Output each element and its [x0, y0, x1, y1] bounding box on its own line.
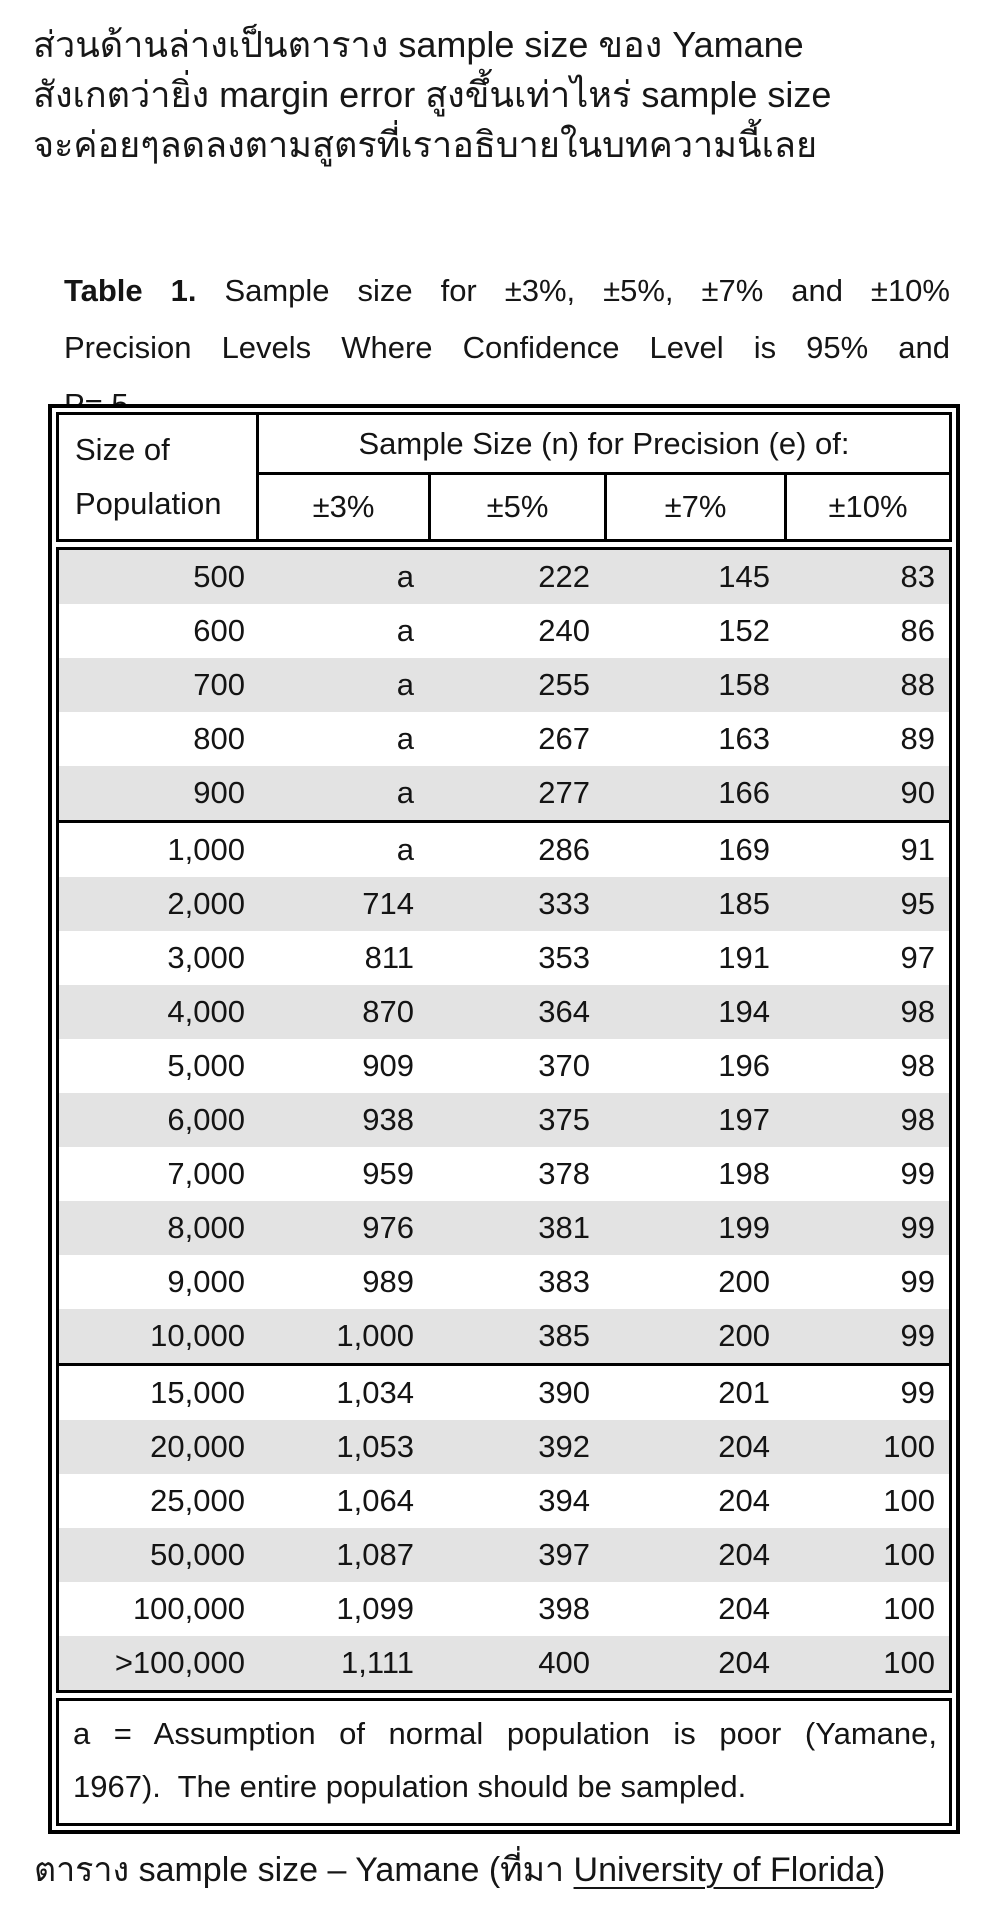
header-sample-size-span: Sample Size (n) for Precision (e) of: — [259, 415, 949, 475]
table-row — [59, 1528, 949, 1582]
cell-3pct: 976 — [362, 1210, 414, 1245]
cell-3pct: 1,000 — [336, 1318, 414, 1353]
cell-population: 9,000 — [167, 1264, 245, 1299]
cell-5pct: 267 — [538, 721, 590, 756]
cell-population: >100,000 — [114, 1645, 245, 1680]
table-footnote — [56, 1698, 952, 1826]
cell-3pct: a — [396, 559, 414, 594]
table-row — [59, 658, 949, 712]
cell-10pct: 100 — [883, 1483, 935, 1518]
table-row — [59, 1420, 949, 1474]
cell-population: 700 — [193, 667, 245, 702]
cell-population: 5,000 — [167, 1048, 245, 1083]
cell-10pct: 99 — [900, 1375, 935, 1410]
intro-line: จะค่อยๆลดลงตามสูตรที่เราอธิบายในบทความนี้เลย — [33, 124, 818, 165]
table-row — [59, 985, 949, 1039]
cell-7pct: 204 — [718, 1591, 770, 1626]
cell-10pct: 99 — [900, 1264, 935, 1299]
header-precision-3pct: ±3% — [312, 489, 375, 524]
cell-3pct: a — [396, 613, 414, 648]
cell-5pct: 394 — [538, 1483, 590, 1518]
header-population: Size of Population — [59, 415, 259, 539]
table-number-label: Table 1. — [64, 273, 197, 308]
cell-10pct: 100 — [883, 1537, 935, 1572]
cell-5pct: 286 — [538, 832, 590, 867]
cell-population: 600 — [193, 613, 245, 648]
cell-3pct: 959 — [362, 1156, 414, 1191]
cell-population: 1,000 — [167, 832, 245, 867]
cell-10pct: 99 — [900, 1318, 935, 1353]
cell-7pct: 200 — [718, 1264, 770, 1299]
caption-text: ตาราง sample size – Yamane (ที่มา — [34, 1851, 574, 1889]
cell-10pct: 95 — [900, 886, 935, 921]
cell-5pct: 375 — [538, 1102, 590, 1137]
cell-5pct: 353 — [538, 940, 590, 975]
cell-population: 100,000 — [132, 1591, 245, 1626]
table-row — [59, 1636, 949, 1690]
cell-3pct: 1,087 — [336, 1537, 414, 1572]
row-group — [59, 550, 949, 820]
cell-3pct: a — [396, 832, 414, 867]
cell-5pct: 385 — [538, 1318, 590, 1353]
table-title-line2: Precision Levels Where Confidence Level is 95% and — [64, 330, 950, 365]
table-row — [59, 823, 949, 877]
table-header — [56, 412, 952, 542]
table-row — [59, 877, 949, 931]
cell-5pct: 370 — [538, 1048, 590, 1083]
cell-5pct: 378 — [538, 1156, 590, 1191]
cell-5pct: 277 — [538, 775, 590, 810]
table-row — [59, 766, 949, 820]
cell-10pct: 100 — [883, 1429, 935, 1464]
table-row — [59, 1039, 949, 1093]
table-body — [56, 547, 952, 1693]
cell-population: 4,000 — [167, 994, 245, 1029]
table-row — [59, 550, 949, 604]
cell-7pct: 204 — [718, 1645, 770, 1680]
table-row — [59, 1093, 949, 1147]
cell-5pct: 398 — [538, 1591, 590, 1626]
cell-population: 20,000 — [150, 1429, 245, 1464]
cell-5pct: 383 — [538, 1264, 590, 1299]
cell-7pct: 194 — [718, 994, 770, 1029]
cell-population: 10,000 — [150, 1318, 245, 1353]
cell-3pct: 1,034 — [336, 1375, 414, 1410]
cell-5pct: 397 — [538, 1537, 590, 1572]
cell-10pct: 86 — [900, 613, 935, 648]
cell-3pct: 870 — [362, 994, 414, 1029]
cell-10pct: 99 — [900, 1210, 935, 1245]
cell-5pct: 400 — [538, 1645, 590, 1680]
cell-7pct: 199 — [718, 1210, 770, 1245]
cell-population: 8,000 — [167, 1210, 245, 1245]
row-group — [59, 1363, 949, 1690]
caption-suffix: ) — [873, 1851, 886, 1889]
cell-7pct: 200 — [718, 1318, 770, 1353]
cell-3pct: 1,053 — [336, 1429, 414, 1464]
header-precision-5pct: ±5% — [428, 475, 604, 539]
cell-population: 50,000 — [150, 1537, 245, 1572]
sample-size-table — [48, 404, 960, 1834]
cell-7pct: 198 — [718, 1156, 770, 1191]
table-row — [59, 1474, 949, 1528]
cell-7pct: 166 — [718, 775, 770, 810]
cell-10pct: 89 — [900, 721, 935, 756]
cell-7pct: 204 — [718, 1537, 770, 1572]
table-title-line1: Table 1. Sample size for ±3%, ±5%, ±7% and ±10% — [64, 273, 950, 308]
cell-population: 7,000 — [167, 1156, 245, 1191]
cell-7pct: 204 — [718, 1429, 770, 1464]
footnote-line1: a = Assumption of normal population is poor (Yamane, — [73, 1716, 937, 1751]
table-row — [59, 712, 949, 766]
cell-population: 25,000 — [150, 1483, 245, 1518]
cell-5pct: 255 — [538, 667, 590, 702]
table-row — [59, 1309, 949, 1363]
cell-3pct: 1,111 — [341, 1645, 414, 1680]
cell-7pct: 163 — [718, 721, 770, 756]
cell-10pct: 100 — [883, 1645, 935, 1680]
cell-7pct: 152 — [718, 613, 770, 648]
cell-3pct: 811 — [364, 940, 414, 975]
cell-5pct: 364 — [538, 994, 590, 1029]
cell-10pct: 91 — [900, 832, 935, 867]
cell-7pct: 145 — [718, 559, 770, 594]
cell-3pct: 1,099 — [336, 1591, 414, 1626]
cell-population: 2,000 — [167, 886, 245, 921]
cell-7pct: 191 — [718, 940, 770, 975]
cell-population: 800 — [193, 721, 245, 756]
cell-3pct: 938 — [362, 1102, 414, 1137]
cell-10pct: 99 — [900, 1156, 935, 1191]
cell-population: 6,000 — [167, 1102, 245, 1137]
cell-10pct: 98 — [900, 994, 935, 1029]
intro-line: สังเกตว่ายิ่ง margin error สูงขึ้นเท่าไหร่ sample size — [33, 74, 832, 115]
header-precision-10pct: ±10% — [784, 475, 949, 539]
cell-10pct: 97 — [900, 940, 935, 975]
cell-3pct: a — [396, 775, 414, 810]
cell-10pct: 90 — [900, 775, 935, 810]
cell-5pct: 390 — [538, 1375, 590, 1410]
cell-5pct: 222 — [538, 559, 590, 594]
table-row — [59, 1255, 949, 1309]
cell-3pct: 714 — [362, 886, 414, 921]
cell-10pct: 83 — [900, 559, 935, 594]
cell-7pct: 169 — [718, 832, 770, 867]
table-row — [59, 931, 949, 985]
table-row — [59, 1201, 949, 1255]
footnote-line2: 1967). The entire population should be sampled. — [73, 1769, 747, 1804]
cell-5pct: 392 — [538, 1429, 590, 1464]
header-precision-7pct: ±7% — [604, 475, 784, 539]
intro-paragraph — [33, 20, 983, 170]
cell-7pct: 158 — [718, 667, 770, 702]
cell-population: 500 — [193, 559, 245, 594]
cell-10pct: 98 — [900, 1048, 935, 1083]
cell-3pct: a — [396, 721, 414, 756]
cell-3pct: 989 — [362, 1264, 414, 1299]
intro-line: ส่วนด้านล่างเป็นตาราง sample size ของ Yamane — [33, 24, 804, 65]
cell-7pct: 197 — [718, 1102, 770, 1137]
cell-3pct: a — [396, 667, 414, 702]
image-caption — [34, 1842, 984, 1896]
cell-population: 3,000 — [167, 940, 245, 975]
cell-3pct: 909 — [362, 1048, 414, 1083]
cell-7pct: 196 — [718, 1048, 770, 1083]
cell-7pct: 185 — [718, 886, 770, 921]
table-row — [59, 1582, 949, 1636]
row-group — [59, 820, 949, 1363]
table-row — [59, 1366, 949, 1420]
cell-7pct: 204 — [718, 1483, 770, 1518]
cell-7pct: 201 — [718, 1375, 770, 1410]
cell-10pct: 88 — [900, 667, 935, 702]
cell-population: 900 — [193, 775, 245, 810]
cell-10pct: 98 — [900, 1102, 935, 1137]
table-row — [59, 604, 949, 658]
cell-population: 15,000 — [150, 1375, 245, 1410]
table-row — [59, 1147, 949, 1201]
cell-3pct: 1,064 — [336, 1483, 414, 1518]
university-of-florida-link[interactable]: University of Florida — [573, 1851, 874, 1889]
cell-10pct: 100 — [883, 1591, 935, 1626]
cell-5pct: 240 — [538, 613, 590, 648]
cell-5pct: 333 — [538, 886, 590, 921]
cell-5pct: 381 — [538, 1210, 590, 1245]
